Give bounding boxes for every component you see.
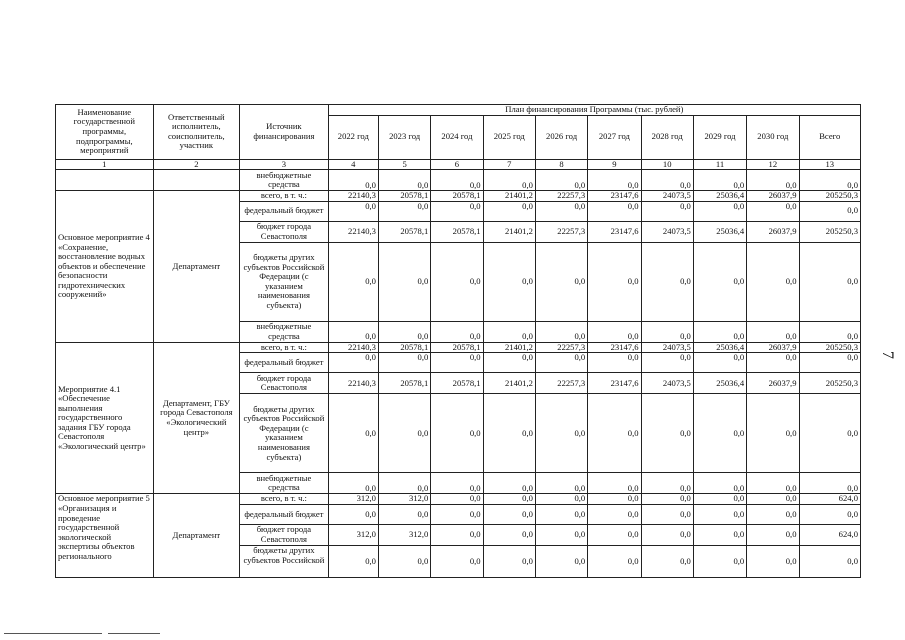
value-cell: 20578,1 <box>378 221 430 242</box>
value-cell: 205250,3 <box>799 373 861 394</box>
value-cell: 0,0 <box>693 170 746 191</box>
header-year: 2029 год <box>693 115 746 159</box>
value-cell: 0,0 <box>641 242 693 321</box>
value-cell: 0,0 <box>535 394 587 473</box>
value-cell: 0,0 <box>747 170 799 191</box>
source-label: всего, в т. ч.: <box>240 191 329 202</box>
source-label: бюджет города Севастополя <box>240 221 329 242</box>
value-cell: 0,0 <box>328 201 378 221</box>
value-cell: 0,0 <box>535 524 587 545</box>
header-year: 2026 год <box>535 115 587 159</box>
value-cell: 22257,3 <box>535 373 587 394</box>
value-cell: 205250,3 <box>799 221 861 242</box>
value-cell: 20578,1 <box>431 342 483 353</box>
value-cell: 26037,9 <box>747 191 799 202</box>
value-cell: 0,0 <box>483 473 535 494</box>
source-label: бюджеты других субъектов Российской Федерации (с указанием наименования субъекта) <box>240 242 329 321</box>
value-cell: 0,0 <box>483 170 535 191</box>
column-number: 13 <box>799 159 861 170</box>
value-cell: 0,0 <box>328 170 378 191</box>
value-cell: 0,0 <box>747 201 799 221</box>
value-cell: 0,0 <box>431 504 483 524</box>
value-cell: 0,0 <box>535 201 587 221</box>
value-cell: 0,0 <box>641 524 693 545</box>
value-cell: 0,0 <box>328 545 378 577</box>
value-cell: 0,0 <box>799 545 861 577</box>
value-cell: 0,0 <box>328 242 378 321</box>
value-cell: 0,0 <box>588 394 641 473</box>
value-cell: 312,0 <box>328 494 378 505</box>
column-number: 8 <box>535 159 587 170</box>
value-cell: 0,0 <box>328 504 378 524</box>
value-cell: 0,0 <box>799 394 861 473</box>
column-numbers-row <box>56 159 861 170</box>
value-cell: 24073,5 <box>641 191 693 202</box>
value-cell: 0,0 <box>747 394 799 473</box>
value-cell: 0,0 <box>588 201 641 221</box>
value-cell: 0,0 <box>588 545 641 577</box>
value-cell: 22140,3 <box>328 373 378 394</box>
value-cell: 0,0 <box>799 242 861 321</box>
value-cell: 24073,5 <box>641 342 693 353</box>
value-cell: 20578,1 <box>431 221 483 242</box>
value-cell: 0,0 <box>588 494 641 505</box>
value-cell: 0,0 <box>483 504 535 524</box>
value-cell: 312,0 <box>328 524 378 545</box>
source-label: внебюджетные средства <box>240 473 329 494</box>
value-cell: 25036,4 <box>693 191 746 202</box>
value-cell: 0,0 <box>535 321 587 342</box>
value-cell: 0,0 <box>483 524 535 545</box>
value-cell: 0,0 <box>535 545 587 577</box>
page-number: 7 <box>879 351 896 359</box>
value-cell: 0,0 <box>588 321 641 342</box>
value-cell: 20578,1 <box>431 373 483 394</box>
value-cell: 20578,1 <box>378 191 430 202</box>
value-cell: 0,0 <box>588 473 641 494</box>
value-cell: 0,0 <box>378 321 430 342</box>
value-cell: 0,0 <box>747 504 799 524</box>
value-cell: 0,0 <box>483 353 535 373</box>
header-plan-title: План финансирования Программы (тыс. рублей) <box>328 105 860 116</box>
value-cell: 0,0 <box>747 353 799 373</box>
footer-rule <box>108 633 160 634</box>
value-cell: 0,0 <box>693 545 746 577</box>
footer-rule <box>4 633 102 634</box>
value-cell: 0,0 <box>483 321 535 342</box>
column-number: 4 <box>328 159 378 170</box>
source-label: всего, в т. ч.: <box>240 494 329 505</box>
value-cell: 0,0 <box>328 321 378 342</box>
program-name: Основное мероприятие 4 «Сохранение, восстановление водных объектов и обеспечение безопасности гидротехнических сооружений» <box>56 191 154 343</box>
value-cell: 0,0 <box>378 545 430 577</box>
value-cell: 0,0 <box>535 494 587 505</box>
value-cell: 23147,6 <box>588 221 641 242</box>
value-cell: 21401,2 <box>483 342 535 353</box>
header-name: Наименование государственной программы, подпрограммы, мероприятий <box>56 105 154 160</box>
value-cell: 312,0 <box>378 494 430 505</box>
value-cell: 26037,9 <box>747 221 799 242</box>
column-number: 6 <box>431 159 483 170</box>
table-row <box>56 191 861 202</box>
value-cell: 0,0 <box>328 394 378 473</box>
value-cell: 0,0 <box>431 170 483 191</box>
value-cell: 0,0 <box>641 394 693 473</box>
value-cell: 0,0 <box>378 473 430 494</box>
value-cell: 0,0 <box>431 201 483 221</box>
value-cell: 21401,2 <box>483 373 535 394</box>
value-cell: 0,0 <box>693 353 746 373</box>
value-cell: 0,0 <box>641 170 693 191</box>
value-cell: 22257,3 <box>535 342 587 353</box>
value-cell: 0,0 <box>378 353 430 373</box>
source-label: всего, в т. ч.: <box>240 342 329 353</box>
value-cell: 0,0 <box>431 394 483 473</box>
source-label: федеральный бюджет <box>240 353 329 373</box>
value-cell: 0,0 <box>378 170 430 191</box>
value-cell: 20578,1 <box>431 191 483 202</box>
column-number: 5 <box>378 159 430 170</box>
value-cell: 0,0 <box>799 353 861 373</box>
table-row <box>56 342 861 353</box>
column-number: 2 <box>153 159 240 170</box>
header-year: 2022 год <box>328 115 378 159</box>
value-cell: 26037,9 <box>747 342 799 353</box>
program-name: Основное мероприятие 5 «Организация и проведение государственной экологической экспертизы объектов регионального <box>56 494 154 578</box>
value-cell: 0,0 <box>693 394 746 473</box>
value-cell: 0,0 <box>483 394 535 473</box>
value-cell: 0,0 <box>483 494 535 505</box>
value-cell: 0,0 <box>431 545 483 577</box>
value-cell: 0,0 <box>588 353 641 373</box>
value-cell: 0,0 <box>431 321 483 342</box>
responsible-executor: Департамент, ГБУ города Севастополя «Экологический центр» <box>153 342 240 494</box>
value-cell: 0,0 <box>535 504 587 524</box>
financing-table <box>55 104 861 578</box>
header-year: 2028 год <box>641 115 693 159</box>
value-cell: 0,0 <box>535 242 587 321</box>
value-cell: 0,0 <box>693 321 746 342</box>
value-cell: 22140,3 <box>328 191 378 202</box>
value-cell: 0,0 <box>641 201 693 221</box>
value-cell: 0,0 <box>641 545 693 577</box>
header-year: 2030 год <box>747 115 799 159</box>
column-number: 12 <box>747 159 799 170</box>
value-cell: 21401,2 <box>483 221 535 242</box>
value-cell: 0,0 <box>747 545 799 577</box>
value-cell: 22257,3 <box>535 191 587 202</box>
value-cell: 0,0 <box>799 170 861 191</box>
source-label: федеральный бюджет <box>240 201 329 221</box>
value-cell: 0,0 <box>799 504 861 524</box>
value-cell: 22140,3 <box>328 342 378 353</box>
value-cell: 23147,6 <box>588 342 641 353</box>
column-number: 9 <box>588 159 641 170</box>
value-cell: 0,0 <box>693 473 746 494</box>
header-year: 2025 год <box>483 115 535 159</box>
value-cell: 205250,3 <box>799 342 861 353</box>
source-label: бюджеты других субъектов Российской <box>240 545 329 577</box>
header-source: Источник финансирования <box>240 105 329 160</box>
value-cell: 24073,5 <box>641 373 693 394</box>
value-cell: 0,0 <box>588 504 641 524</box>
value-cell: 25036,4 <box>693 373 746 394</box>
source-label: бюджеты других субъектов Российской Федерации (с указанием наименования субъекта) <box>240 394 329 473</box>
header-year: 2024 год <box>431 115 483 159</box>
value-cell: 0,0 <box>535 170 587 191</box>
source-label: бюджет города Севастополя <box>240 524 329 545</box>
value-cell: 0,0 <box>693 201 746 221</box>
value-cell: 0,0 <box>431 494 483 505</box>
header-total: Всего <box>799 115 861 159</box>
header-year: 2027 год <box>588 115 641 159</box>
program-name: Мероприятие 4.1 «Обеспечение выполнения государственного задания ГБУ города Севастополя «Экологический центр» <box>56 342 154 494</box>
value-cell: 0,0 <box>693 524 746 545</box>
source-label: бюджет города Севастополя <box>240 373 329 394</box>
value-cell: 0,0 <box>535 353 587 373</box>
value-cell: 624,0 <box>799 524 861 545</box>
value-cell: 0,0 <box>693 242 746 321</box>
value-cell: 26037,9 <box>747 373 799 394</box>
value-cell: 624,0 <box>799 494 861 505</box>
value-cell: 0,0 <box>535 473 587 494</box>
value-cell: 0,0 <box>747 473 799 494</box>
value-cell: 25036,4 <box>693 342 746 353</box>
value-cell: 22140,3 <box>328 221 378 242</box>
value-cell: 0,0 <box>483 242 535 321</box>
value-cell: 0,0 <box>483 201 535 221</box>
value-cell: 0,0 <box>641 494 693 505</box>
value-cell: 0,0 <box>641 321 693 342</box>
value-cell: 0,0 <box>588 524 641 545</box>
responsible-executor: Департамент <box>153 494 240 578</box>
value-cell: 0,0 <box>747 494 799 505</box>
value-cell: 0,0 <box>431 242 483 321</box>
value-cell: 20578,1 <box>378 373 430 394</box>
source-label: федеральный бюджет <box>240 504 329 524</box>
responsible-executor: Департамент <box>153 191 240 343</box>
column-number: 3 <box>240 159 329 170</box>
source-label: внебюджетные средства <box>240 170 329 191</box>
header-responsible: Ответственный исполнитель, соисполнитель, участник <box>153 105 240 160</box>
header-year: 2023 год <box>378 115 430 159</box>
value-cell: 0,0 <box>588 242 641 321</box>
value-cell: 25036,4 <box>693 221 746 242</box>
value-cell: 312,0 <box>378 524 430 545</box>
value-cell: 24073,5 <box>641 221 693 242</box>
value-cell: 0,0 <box>693 494 746 505</box>
value-cell: 0,0 <box>431 353 483 373</box>
value-cell: 0,0 <box>693 504 746 524</box>
value-cell: 205250,3 <box>799 191 861 202</box>
value-cell: 0,0 <box>747 321 799 342</box>
value-cell: 22257,3 <box>535 221 587 242</box>
source-label: внебюджетные средства <box>240 321 329 342</box>
value-cell: 0,0 <box>431 524 483 545</box>
column-number: 10 <box>641 159 693 170</box>
value-cell: 0,0 <box>641 504 693 524</box>
value-cell: 0,0 <box>378 242 430 321</box>
value-cell: 21401,2 <box>483 191 535 202</box>
value-cell: 20578,1 <box>378 342 430 353</box>
value-cell: 23147,6 <box>588 191 641 202</box>
value-cell: 0,0 <box>328 473 378 494</box>
table-row <box>56 170 861 191</box>
value-cell: 23147,6 <box>588 373 641 394</box>
value-cell: 0,0 <box>747 242 799 321</box>
value-cell: 0,0 <box>799 473 861 494</box>
value-cell: 0,0 <box>747 524 799 545</box>
value-cell: 0,0 <box>378 394 430 473</box>
value-cell: 0,0 <box>378 201 430 221</box>
value-cell: 0,0 <box>378 504 430 524</box>
value-cell: 0,0 <box>588 170 641 191</box>
value-cell: 0,0 <box>641 473 693 494</box>
value-cell: 0,0 <box>799 201 861 221</box>
column-number: 7 <box>483 159 535 170</box>
table-row <box>56 494 861 505</box>
value-cell: 0,0 <box>799 321 861 342</box>
value-cell: 0,0 <box>483 545 535 577</box>
column-number: 11 <box>693 159 746 170</box>
column-number: 1 <box>56 159 154 170</box>
value-cell: 0,0 <box>641 353 693 373</box>
value-cell: 0,0 <box>431 473 483 494</box>
value-cell: 0,0 <box>328 353 378 373</box>
